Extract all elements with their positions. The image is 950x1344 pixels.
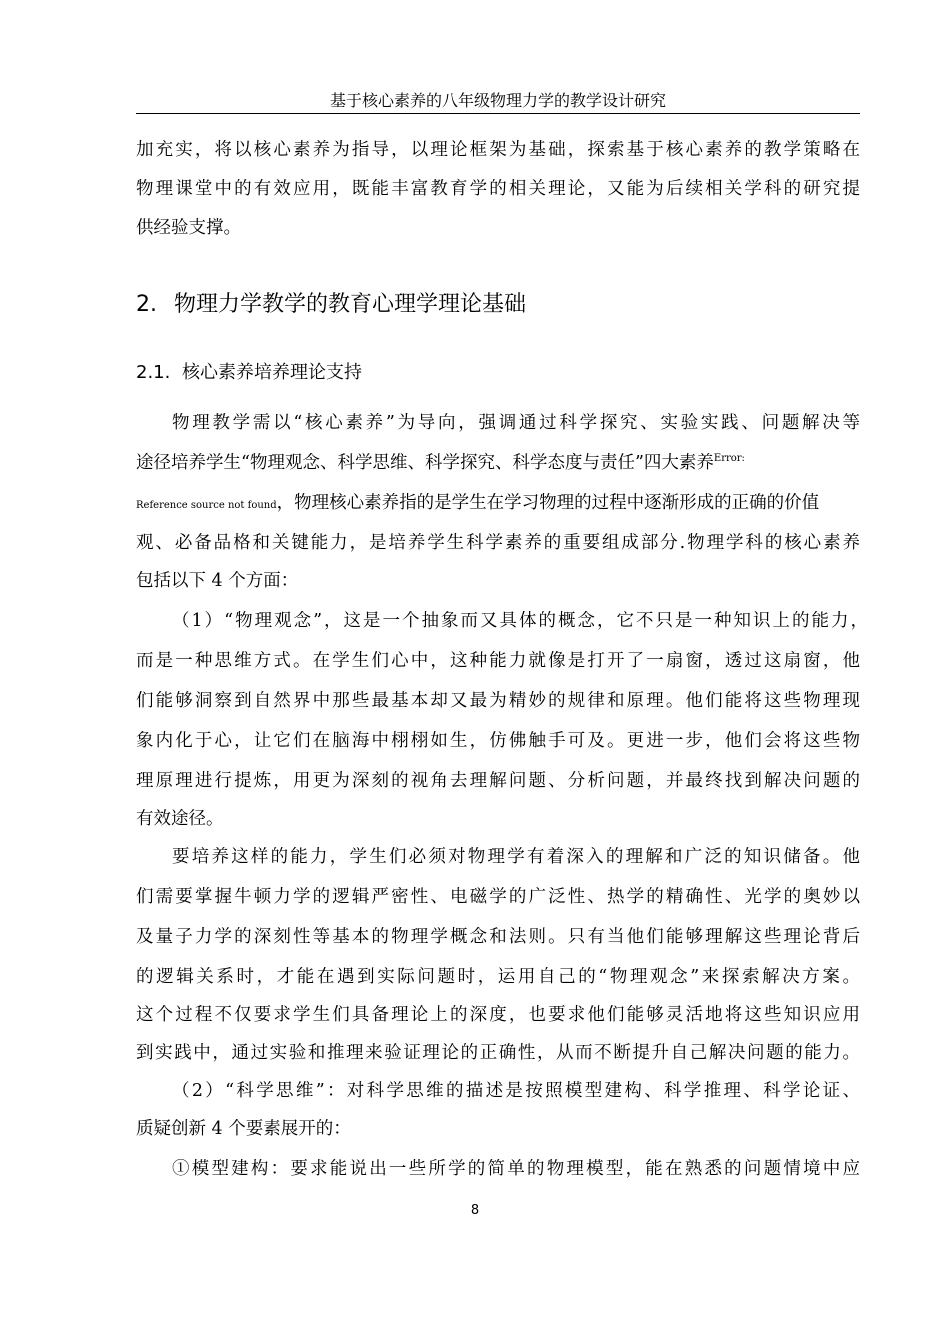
body-line: 及量子力学的深刻性等基本的物理学概念和法则。只有当他们能够理解这些理论背后: [136, 927, 860, 947]
page-number: 8: [470, 1203, 480, 1218]
section-heading: [136, 288, 526, 322]
body-line: 观、必备品格和关键能力，是培养学生科学素养的重要组成部分.物理学科的核心素养: [136, 533, 860, 553]
subsection-title: 核心素养培养理论支持: [182, 362, 362, 383]
header-divider: [136, 113, 860, 114]
section-number: 2.: [136, 292, 157, 317]
body-text: 途径培养学生“物理观念、科学思维、科学探究、科学态度与责任”四大素养: [136, 453, 714, 473]
body-line: 有效途径。: [136, 809, 224, 829]
body-line: 们需要掌握牛顿力学的逻辑严密性、电磁学的广泛性、热学的精确性、光学的奥妙以: [136, 887, 860, 907]
body-line: ①模型建构：要求能说出一些所学的简单的物理模型，能在熟悉的问题情境中应: [172, 1159, 860, 1179]
body-line: 要培养这样的能力，学生们必须对物理学有着深入的理解和广泛的知识储备。他: [172, 847, 860, 867]
body-line: 物理教学需以“核心素养”为导向，强调通过科学探究、实验实践、问题解决等: [172, 413, 860, 433]
citation-error: Error:: [713, 453, 745, 465]
body-line: 供经验支撑。: [136, 218, 241, 238]
body-line: 的逻辑关系时，才能在遇到实际问题时，运用自己的“物理观念”来探索解决方案。: [136, 967, 860, 987]
body-line: 物理课堂中的有效应用，既能丰富教育学的相关理论，又能为后续相关学科的研究提: [136, 179, 860, 199]
body-text: ，物理核心素养指的是学生在学习物理的过程中逐渐形成的正确的价值: [276, 493, 820, 513]
body-line: 理原理进行提炼，用更为深刻的视角去理解问题、分析问题，并最终找到解决问题的: [136, 771, 860, 791]
body-line: （1）“物理观念”，这是一个抽象而又具体的概念，它不只是一种知识上的能力，: [172, 611, 868, 631]
body-line: 包括以下 4 个方面：: [136, 571, 299, 591]
body-line: 们能够洞察到自然界中那些最基本却又最为精妙的规律和原理。他们能将这些物理现: [136, 691, 860, 711]
body-line: [136, 448, 860, 478]
subsection-heading: [136, 358, 362, 388]
body-line: 质疑创新 4 个要素展开的：: [136, 1119, 351, 1139]
body-line: 到实践中，通过实验和推理来验证理论的正确性，从而不断提升自己解决问题的能力。: [136, 1043, 860, 1063]
section-title: 物理力学教学的教育心理学理论基础: [174, 292, 527, 317]
body-line: （2）“科学思维”：对科学思维的描述是按照模型建构、科学推理、科学论证、: [172, 1081, 860, 1101]
body-line: 这个过程不仅要求学生们具备理论上的深度，也要求他们能够灵活地将这些知识应用: [136, 1005, 860, 1025]
body-line: 象内化于心，让它们在脑海中栩栩如生，仿佛触手可及。更进一步，他们会将这些物: [136, 731, 860, 751]
citation-error: Reference source not found: [136, 500, 277, 511]
running-header: 基于核心素养的八年级物理力学的教学设计研究: [329, 91, 666, 110]
body-line: 加充实，将以核心素养为指导，以理论框架为基础，探索基于核心素养的教学策略在: [136, 140, 860, 160]
body-line: [136, 488, 860, 521]
body-line: 而是一种思维方式。在学生们心中，这种能力就像是打开了一扇窗，透过这扇窗，他: [136, 651, 860, 671]
subsection-number: 2.1.: [136, 362, 171, 383]
